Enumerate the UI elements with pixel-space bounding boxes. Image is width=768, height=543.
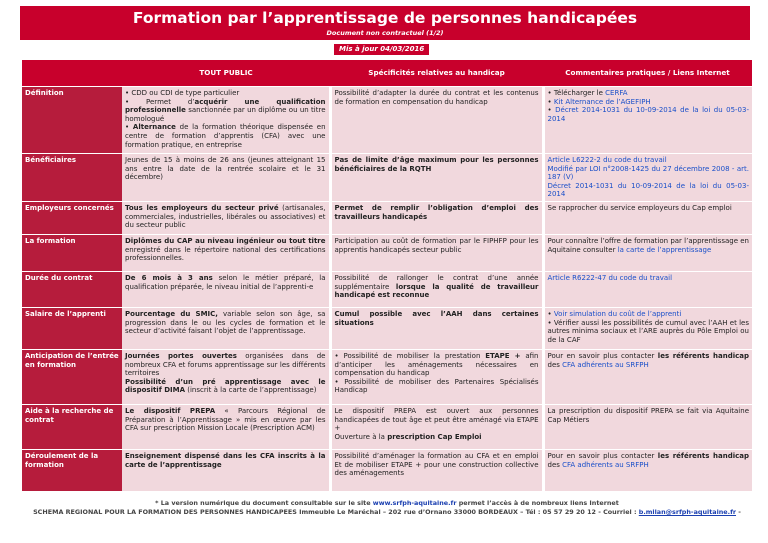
page-title: Formation par l’apprentissage de personnes handicapées <box>132 9 638 27</box>
table-row <box>22 202 752 235</box>
email-link[interactable]: b.milan@srfph-aquitaine.fr <box>638 508 737 516</box>
footer <box>22 499 752 517</box>
cell-comments: La prescription du dispositif PREPA se fait via Aquitaine Cap Métiers <box>543 405 752 450</box>
footer-address: SCHEMA REGIONAL POUR LA FORMATION DES PERSONNES HANDICAPEES Immeuble Le Maréchal – 202 rue d’Ornano 33000 BORDEAUX – Tél : 05 57 29 20 12 - Courriel : b.milan@srfph-aquitaine.fr - <box>33 508 741 516</box>
cell-public: • CDD ou CDI de type particulier • Permet d’acquérir une qualification professionnelle sanctionnée par un diplôme ou un titre homologué • Alternance de la formation théorique dispensée en centre de formation d’apprentis (CFA) avec une formation pratique, en entreprise <box>122 87 330 154</box>
update-date-badge: Mis à jour 04/03/2016 <box>334 44 429 55</box>
cell-comments: Pour connaître l’offre de formation par l’apprentissage en Aquitaine consulter la carte de l’apprentissage <box>543 235 752 272</box>
cell-public: Le dispositif PREPA « Parcours Régional de Préparation à l’Apprentissage » mis en œuvre par les CFA sur prescription Mission Locale (Prescription ACM) <box>122 405 330 450</box>
cell-handicap: Cumul possible avec l’AAH dans certaines situations <box>330 308 543 350</box>
footer-note: * La version numérique du document consultable sur le site www.srfph-aquitaine.fr permet l’accès à de nombreux liens Internet <box>155 499 619 507</box>
cell-public: Pourcentage du SMIC, variable selon son âge, sa progression dans le ou les cycles de formation et le secteur d’activité faisant l’objet de l’apprentissage. <box>122 308 330 350</box>
cell-handicap: Pas de limite d’âge maximum pour les personnes bénéficiaires de la RQTH <box>330 154 543 202</box>
labor-code-link[interactable]: Article R6222-47 du code du travail <box>547 274 673 282</box>
cell-public: Jeunes de 15 à moins de 26 ans (jeunes atteignant 15 ans entre la date de la rentrée scolaire et le 31 décembre) <box>122 154 330 202</box>
col-header-handicap: Spécificités relatives au handicap <box>330 60 543 87</box>
cerfa-link[interactable]: CERFA <box>605 89 628 97</box>
decree-link[interactable]: Décret 2014-1031 du 10-09-2014 de la loi du 05-03-2014 <box>547 181 749 199</box>
cfa-members-link[interactable]: CFA adhérents au SRFPH <box>562 360 649 369</box>
cell-handicap: Le dispositif PREPA est ouvert aux personnes handicapées de tout âge et peut être aménagé via ETAPE + Ouverture à la prescription Cap Emploi <box>330 405 543 450</box>
cell-public: De 6 mois à 3 ans selon le métier préparé, la qualification préparée, le niveau initial de l’apprenti-e <box>122 272 330 308</box>
table-row <box>22 235 752 272</box>
cell-handicap: Possibilité d’adapter la durée du contrat et les contenus de formation en compensation du handicap <box>330 87 543 154</box>
agefiph-kit-link[interactable]: Kit Alternance de l’AGEFIPH <box>553 97 651 106</box>
row-label: Aide à la recherche de contrat <box>22 405 122 450</box>
cell-comments: Pour en savoir plus contacter les référents handicap des CFA adhérents au SRFPH <box>543 350 752 405</box>
table-row <box>22 308 752 350</box>
decree-link[interactable]: Décret 2014-1031 du 10-09-2014 de la loi du 05-03-2014 <box>547 106 749 123</box>
cfa-members-link[interactable]: CFA adhérents au SRFPH <box>562 460 649 469</box>
table-row <box>22 350 752 405</box>
cell-comments: Pour en savoir plus contacter les référents handicap des CFA adhérents au SRFPH <box>543 450 752 492</box>
cell-comments: • Voir simulation du coût de l’apprenti • Vérifier aussi les possibilités de cumul avec l’AAH et les autres minima sociaux et l’ARE auprès du Pôle Emploi ou de la CAF <box>543 308 752 350</box>
cell-comments <box>543 154 752 202</box>
cell-handicap: Participation au coût de formation par le FIPHFP pour les apprentis handicapés secteur public <box>330 235 543 272</box>
apprenticeship-map-link[interactable]: la carte de l’apprentissage <box>617 245 712 254</box>
table-row <box>22 87 752 154</box>
row-label: La formation <box>22 235 122 272</box>
col-header-comments: Commentaires pratiques / Liens Internet <box>543 60 752 87</box>
cell-public: Journées portes ouvertes organisées dans de nombreux CFA et forums apprentissage sur les différents territoires Possibilité d’un pré apprentissage avec le dispositif DIMA (inscrit à la carte de l’apprentissage) <box>122 350 330 405</box>
page-subtitle: Document non contractuel (1/2) <box>326 29 444 37</box>
cell-comments: Se rapprocher du service employeurs du Cap emploi <box>543 202 752 235</box>
cell-public: Enseignement dispensé dans les CFA inscrits à la carte de l’apprentissage <box>122 450 330 492</box>
row-label: Anticipation de l’entrée en formation <box>22 350 122 405</box>
cell-comments: • Télécharger le CERFA • Kit Alternance de l’AGEFIPH • Décret 2014-1031 du 10-09-2014 de la loi du 05-03-2014 <box>543 87 752 154</box>
table-header-row <box>22 60 752 87</box>
row-label: Employeurs concernés <box>22 202 122 235</box>
website-link[interactable]: www.srfph-aquitaine.fr <box>372 499 457 507</box>
col-header-public: TOUT PUBLIC <box>122 60 330 87</box>
labor-code-link[interactable]: Article L6222-2 du code du travail <box>547 156 667 164</box>
law-link[interactable]: Modifié par LOI n°2008-1425 du 27 décembre 2008 - art. 187 (V) <box>547 164 749 182</box>
row-label: Bénéficiaires <box>22 154 122 202</box>
table-row <box>22 272 752 308</box>
row-label: Salaire de l’apprenti <box>22 308 122 350</box>
table-row <box>22 154 752 202</box>
cost-simulation-link[interactable]: Voir simulation du coût de l’apprenti <box>553 310 682 318</box>
info-table <box>22 60 752 492</box>
cell-handicap: Permet de remplir l’obligation d’emploi des travailleurs handicapés <box>330 202 543 235</box>
cell-comments <box>543 272 752 308</box>
row-label: Déroulement de la formation <box>22 450 122 492</box>
row-label: Durée du contrat <box>22 272 122 308</box>
table-row <box>22 450 752 492</box>
cell-public: Diplômes du CAP au niveau ingénieur ou tout titre enregistré dans le répertoire national des certifications professionnelles. <box>122 235 330 272</box>
cell-public: Tous les employeurs du secteur privé (artisanales, commerciales, industrielles, libérales ou associatives) et du secteur public <box>122 202 330 235</box>
cell-handicap: Possibilité d’aménager la formation au CFA et en emploi Et de mobiliser ETAPE + pour une construction collective des aménagements <box>330 450 543 492</box>
cell-handicap: Possibilité de rallonger le contrat d’une année supplémentaire lorsque la qualité de travailleur handicapé est reconnue <box>330 272 543 308</box>
title-banner <box>20 6 750 40</box>
table-row <box>22 405 752 450</box>
cell-handicap: • Possibilité de mobiliser la prestation ETAPE + afin d’anticiper les aménagements nécessaires en compensation du handicap • Possibilité de mobiliser des Partenaires Spécialisés Handicap <box>330 350 543 405</box>
row-label: Définition <box>22 87 122 154</box>
col-header-empty <box>22 60 122 87</box>
